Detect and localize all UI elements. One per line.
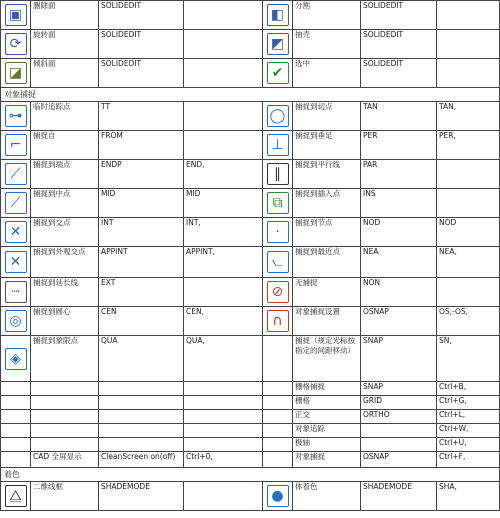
table-row [1,59,500,88]
apparent-intersection-icon: ✕ [5,251,27,273]
command-name: TT [99,102,184,131]
command-alias: TAN, [437,102,500,131]
table-row [1,410,500,424]
command-name: INS [361,189,437,218]
blank-cell [1,396,31,410]
toggle-shortcut: Ctrl+G, [437,396,500,410]
none-snap-icon: ⊘ [267,281,289,303]
command-name: QUA [99,336,184,382]
toggle-name [361,438,437,452]
temp-track-icon: ⊶ [5,105,27,127]
parallel-icon: ∥ [267,163,289,185]
command-alias: NEA, [437,247,500,278]
blank-cell [1,452,31,468]
shell-icon: ◩ [267,33,289,55]
toggle-shortcut: Ctrl+B, [437,382,500,396]
command-label: 捕捉到外观交点 [31,247,99,278]
icon-cell [1,189,31,218]
blank-cell [99,438,184,452]
blank-cell [184,410,263,424]
icon-cell [1,102,31,131]
command-label: 捕捉自 [31,131,99,160]
table-row [1,1,500,30]
command-name: OSNAP [361,307,437,336]
snap-from-icon: ⌐ [5,134,27,156]
command-label: 捕捉到延长线 [31,278,99,307]
command-name: APPINT [99,247,184,278]
command-label: 临时追踪点 [31,102,99,131]
2d-wireframe-icon: ⧋ [5,485,27,507]
command-name: NON [361,278,437,307]
blank-cell [184,424,263,438]
table-row [1,424,500,438]
blank-cell [99,424,184,438]
command-name: EXT [99,278,184,307]
command-alias [184,59,263,88]
command-label: 捕捉到交点 [31,218,99,247]
separate-icon: ◧ [267,4,289,26]
toggle-name: GRID [361,396,437,410]
command-name: CleanScreen on(off) [99,452,184,468]
command-name: SOLIDEDIT [99,1,184,30]
command-alias [184,131,263,160]
command-name: PER [361,131,437,160]
toggle-name: SNAP [361,382,437,396]
command-alias [437,160,500,189]
toggle-name [361,424,437,438]
midpoint-icon: ⟋ [5,192,27,214]
command-alias: QUA, [184,336,263,382]
command-label: 捕捉到最近点 [293,247,361,278]
table-row [1,336,500,382]
command-label: 旋转面 [31,30,99,59]
toggle-label: 正交 [293,410,361,424]
command-label: 捕捉到中点 [31,189,99,218]
table-row [1,247,500,278]
command-alias [437,30,500,59]
table-row [1,396,500,410]
endpoint-icon: ⟋ [5,163,27,185]
blank-cell [31,396,99,410]
command-name: SOLIDEDIT [99,59,184,88]
icon-cell [263,218,293,247]
blank-cell [263,382,293,396]
command-name: INT [99,218,184,247]
blank-cell [184,438,263,452]
command-alias [437,189,500,218]
blank-cell [1,438,31,452]
table-row [1,468,500,482]
command-label: 倾斜面 [31,59,99,88]
command-label: 捕捉到圆心 [31,307,99,336]
table-row [1,30,500,59]
icon-cell [1,59,31,88]
command-alias: Ctrl+0, [184,452,263,468]
command-alias: CEN, [184,307,263,336]
blank-cell [263,424,293,438]
blank-cell [31,438,99,452]
icon-cell [1,247,31,278]
table-row [1,102,500,131]
command-label: 捕捉到垂足 [293,131,361,160]
icon-cell [1,131,31,160]
command-alias: END, [184,160,263,189]
command-name: SHADEMODE [361,482,437,511]
command-name: NEA [361,247,437,278]
icon-cell [1,336,31,382]
command-name: MID [99,189,184,218]
blank-cell [184,382,263,396]
command-name: SOLIDEDIT [361,1,437,30]
table-row [1,189,500,218]
tangent-icon: ◯ [267,105,289,127]
command-label: CAD 全屏显示 [31,452,99,468]
body-shade-icon: ● [267,485,289,507]
icon-cell [263,30,293,59]
command-name: PAR [361,160,437,189]
command-name: TAN [361,102,437,131]
blank-cell [184,396,263,410]
command-label: 捕捉到节点 [293,218,361,247]
toggle-label: 对象追踪 [293,424,361,438]
table-row [1,88,500,102]
blank-cell [263,452,293,468]
toggle-label: 极轴 [293,438,361,452]
command-alias: MID [184,189,263,218]
command-label: 分割 [293,1,361,30]
command-label: 捕捉（规定光标按指定的间距移动） [293,336,361,382]
toggle-shortcut: Ctrl+L, [437,410,500,424]
icon-cell [263,131,293,160]
command-label: 二维线框 [31,482,99,511]
command-label: 捕捉到插入点 [293,189,361,218]
osnap-settings-icon: ∩ [267,310,289,332]
command-name: ENDP [99,160,184,189]
toggle-name: ORTHO [361,410,437,424]
blank-cell [263,410,293,424]
toggle-label: 栅格 [293,396,361,410]
command-alias [437,59,500,88]
blank-cell [99,410,184,424]
blank-cell [99,396,184,410]
extension-icon: ┈ [5,281,27,303]
command-label: 捕捉到象限点 [31,336,99,382]
icon-cell [1,482,31,511]
check-icon: ✔ [267,62,289,84]
command-alias: PER, [437,131,500,160]
blank-cell [31,382,99,396]
section-header-shade: 着色 [1,468,500,482]
command-alias [437,278,500,307]
command-alias: OS,-OS, [437,307,500,336]
icon-cell [1,160,31,189]
quadrant-icon: ◈ [5,348,27,370]
command-alias: INT, [184,218,263,247]
table-row [1,482,500,511]
command-alias: Ctrl+F, [437,452,500,468]
icon-cell [263,278,293,307]
node-icon: · [267,221,289,243]
icon-cell [263,336,293,382]
icon-cell [263,189,293,218]
command-name: SOLIDEDIT [361,30,437,59]
command-label: 删除面 [31,1,99,30]
center-icon: ◎ [5,310,27,332]
command-label: 对象捕捉 [293,452,361,468]
command-name: SNAP [361,336,437,382]
icon-cell [263,482,293,511]
table-row [1,160,500,189]
icon-cell [1,30,31,59]
command-label: 捕捉到端点 [31,160,99,189]
command-alias: APPINT, [184,247,263,278]
table-row [1,382,500,396]
command-alias [184,102,263,131]
blank-cell [1,382,31,396]
command-name: SHADEMODE [99,482,184,511]
taper-face-icon: ◪ [5,62,27,84]
table-row [1,131,500,160]
blank-cell [31,410,99,424]
blank-cell [1,410,31,424]
command-alias [184,482,263,511]
table-row [1,452,500,468]
toggle-shortcut: Ctrl+W, [437,424,500,438]
command-alias [184,30,263,59]
table-row [1,278,500,307]
table-row [1,307,500,336]
rotate-face-icon: ⟳ [5,33,27,55]
command-label: 选中 [293,59,361,88]
command-label: 无捕捉 [293,278,361,307]
command-name: OSNAP [361,452,437,468]
perpendicular-icon: ⊥ [267,134,289,156]
command-label: 体着色 [293,482,361,511]
command-label: 抽壳 [293,30,361,59]
command-name: SOLIDEDIT [361,59,437,88]
blank-cell [263,438,293,452]
nearest-icon: ⦦ [267,251,289,273]
icon-cell [263,59,293,88]
icon-cell [1,307,31,336]
command-alias [184,1,263,30]
intersection-icon: ✕ [5,221,27,243]
blank-cell [31,424,99,438]
icon-cell [263,102,293,131]
icon-cell [1,1,31,30]
delete-face-icon: ▣ [5,4,27,26]
command-alias [184,278,263,307]
icon-cell [1,218,31,247]
section-header-snap: 对象捕捉 [1,88,500,102]
command-name: CEN [99,307,184,336]
command-name: FROM [99,131,184,160]
command-label: 对象捕捉设置 [293,307,361,336]
command-alias: NOD [437,218,500,247]
command-alias: SN, [437,336,500,382]
command-alias: SHA, [437,482,500,511]
command-label: 捕捉到切点 [293,102,361,131]
blank-cell [99,382,184,396]
blank-cell [263,396,293,410]
command-label: 捕捉到平行线 [293,160,361,189]
command-alias [437,1,500,30]
blank-cell [1,424,31,438]
icon-cell [263,307,293,336]
table-row [1,438,500,452]
command-name: NOD [361,218,437,247]
icon-cell [1,278,31,307]
command-name: SOLIDEDIT [99,30,184,59]
icon-cell [263,160,293,189]
toggle-label: 栅格捕捉 [293,382,361,396]
toggle-shortcut: Ctrl+U, [437,438,500,452]
table-row [1,218,500,247]
icon-cell [263,1,293,30]
insertion-icon: ⧉ [267,192,289,214]
icon-cell [263,247,293,278]
